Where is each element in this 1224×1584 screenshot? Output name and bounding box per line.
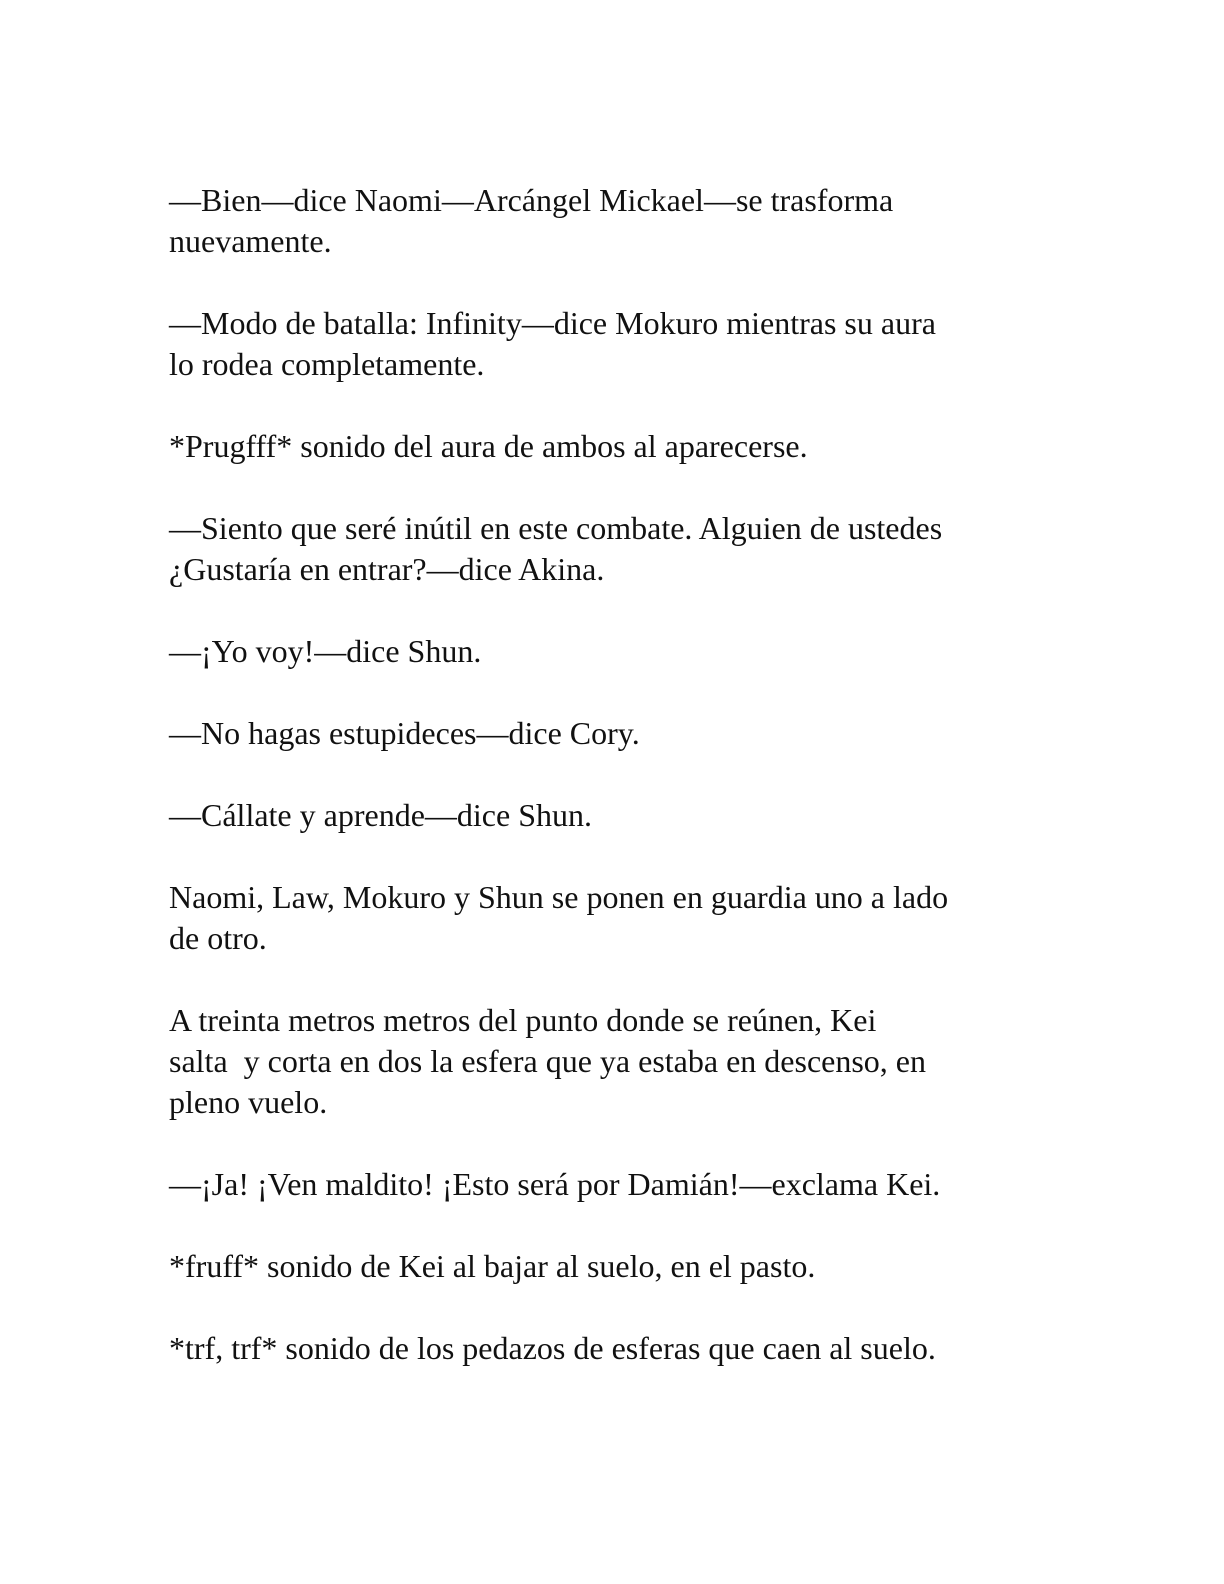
- text-line: pleno vuelo.: [169, 1084, 328, 1120]
- paragraph: [169, 1246, 1069, 1287]
- text-line: salta y corta en dos la esfera que ya estaba en descenso, en: [169, 1043, 926, 1079]
- text-line: —¡Yo voy!—dice Shun.: [169, 633, 482, 669]
- paragraph: [169, 180, 1069, 262]
- paragraph: [169, 303, 1069, 385]
- text-line: —Modo de batalla: Infinity—dice Mokuro mientras su aura: [169, 305, 936, 341]
- text-line: lo rodea completamente.: [169, 346, 485, 382]
- paragraph: [169, 1000, 1069, 1123]
- text-line: nuevamente.: [169, 223, 332, 259]
- text-line: Naomi, Law, Mokuro y Shun se ponen en guardia uno a lado: [169, 879, 949, 915]
- text-line: —No hagas estupideces—dice Cory.: [169, 715, 640, 751]
- text-line: —Cállate y aprende—dice Shun.: [169, 797, 592, 833]
- text-line: —Siento que seré inútil en este combate. Alguien de ustedes: [169, 510, 943, 546]
- paragraph: [169, 713, 1069, 754]
- text-line: A treinta metros metros del punto donde se reúnen, Kei: [169, 1002, 877, 1038]
- text-line: —Bien—dice Naomi—Arcángel Mickael—se trasforma: [169, 182, 894, 218]
- paragraph: [169, 426, 1069, 467]
- text-line: *trf, trf* sonido de los pedazos de esferas que caen al suelo.: [169, 1330, 936, 1366]
- text-line: *Prugfff* sonido del aura de ambos al aparecerse.: [169, 428, 808, 464]
- paragraph: [169, 1164, 1069, 1205]
- body-text: [169, 180, 1069, 1369]
- paragraph: [169, 877, 1069, 959]
- paragraph: [169, 1328, 1069, 1369]
- text-line: —¡Ja! ¡Ven maldito! ¡Esto será por Damián!—exclama Kei.: [169, 1166, 941, 1202]
- text-line: de otro.: [169, 920, 267, 956]
- paragraph: [169, 508, 1069, 590]
- text-line: *fruff* sonido de Kei al bajar al suelo, en el pasto.: [169, 1248, 816, 1284]
- paragraph: [169, 795, 1069, 836]
- text-line: ¿Gustaría en entrar?—dice Akina.: [169, 551, 605, 587]
- paragraph: [169, 631, 1069, 672]
